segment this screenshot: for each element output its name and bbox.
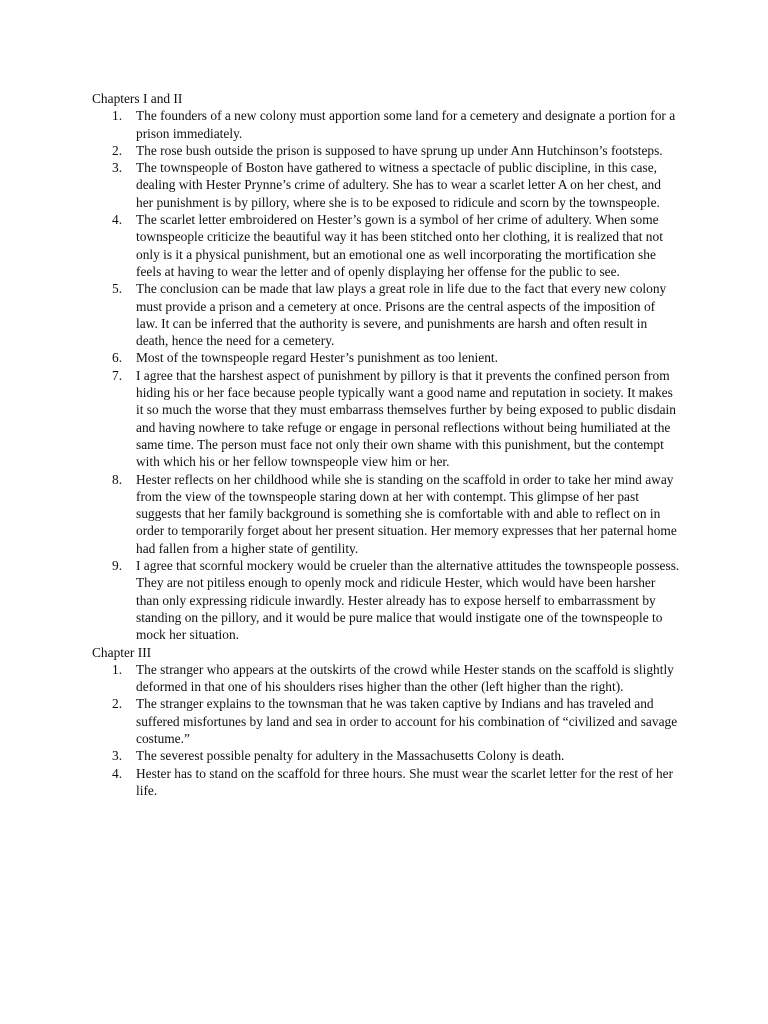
notes-list-chapters-1-2 [92,107,680,643]
item-text: I agree that the harshest aspect of punishment by pillory is that it prevents the confined person from hiding his or her face because people typically want a good name and reputation in society. It makes it so much the worse that they must embarrass themselves further by being exposed to public disdain and having nowhere to take refuge or engage in personal reflections without being humiliated at the same time. The person must face not only their own shame with this punishment, but the contempt with which his or her fellow townspeople view him or her. [136,367,676,470]
list-item [92,107,680,142]
item-number: 1. [112,661,123,677]
list-item [92,557,680,643]
document-page [92,90,680,799]
list-item [92,765,680,800]
item-text: The conclusion can be made that law plays a great role in life due to the fact that every new colony must provide a prison and a cemetery at once. Prisons are the central aspects of the imposition of law. It can be inferred that the authority is severe, and punishments are harsh and often result in death, hence the need for a cemetery. [136,281,667,349]
item-text: The founders of a new colony must apportion some land for a cemetery and designate a portion for a prison immediately. [136,108,676,141]
item-text: Most of the townspeople regard Hester’s punishment as too lenient. [136,350,498,366]
list-item [92,280,680,349]
item-number: 7. [112,367,123,383]
item-number: 9. [112,558,123,574]
item-text: The severest possible penalty for adultery in the Massachusetts Colony is death. [136,748,565,764]
item-text: The rose bush outside the prison is supposed to have sprung up under Ann Hutchinson’s footsteps. [136,142,663,158]
list-item [92,747,680,764]
item-text: The stranger explains to the townsman that he was taken captive by Indians and has traveled and suffered misfortunes by land and sea in order to account for his combination of “civilized and savage costume.” [136,696,678,746]
section-heading-chapters-1-2: Chapters I and II [92,91,183,106]
item-number: 4. [112,212,123,228]
list-item [92,661,680,696]
list-item [92,142,680,159]
list-item [92,211,680,280]
item-text: The stranger who appears at the outskirts of the crowd while Hester stands on the scaffold is slightly deformed in that one of his shoulders rises higher than the other (left higher than the right). [136,661,674,695]
item-number: 6. [112,350,123,366]
list-item [92,349,680,366]
list-item [92,367,680,471]
item-number: 2. [112,696,123,712]
list-item [92,159,680,211]
item-number: 8. [112,471,123,487]
notes-list-chapter-3 [92,661,680,799]
item-number: 2. [112,142,123,158]
item-text: Hester reflects on her childhood while she is standing on the scaffold in order to take her mind away from the view of the townspeople staring down at her with contempt. This glimpse of her past suggests that her family background is something she is comfortable with and able to reflect on in order to temporarily forget about her present situation. Her memory expresses that her paternal home had fallen from a higher state of gentility. [136,471,677,556]
item-number: 3. [112,748,123,764]
item-number: 5. [112,281,123,297]
item-number: 1. [112,108,123,124]
item-text: I agree that scornful mockery would be crueler than the alternative attitudes the townspeople possess. They are not pitiless enough to openly mock and ridicule Hester, which would have been harsher than only expressing ridicule inwardly. Hester already has to expose herself to embarrassment by standing on the pillory, and it would be pure malice that would instigate one of the townspeople to mock her situation. [136,558,680,643]
item-text: Hester has to stand on the scaffold for three hours. She must wear the scarlet letter for the rest of her life. [136,765,674,798]
section-heading-chapter-3: Chapter III [92,644,152,660]
item-text: The townspeople of Boston have gathered to witness a spectacle of public discipline, in this case, dealing with Hester Prynne’s crime of adultery. She has to wear a scarlet letter A on her chest, and her punishment is by pillory, where she is to be exposed to ridicule and scorn by the townspeople. [136,160,661,210]
item-number: 3. [112,160,123,176]
list-item [92,471,680,557]
list-item [92,695,680,747]
item-number: 4. [112,765,123,781]
item-text: The scarlet letter embroidered on Hester’s gown is a symbol of her crime of adultery. When some townspeople criticize the beautiful way it has been stitched onto her clothing, it is realized that not only is it a physical punishment, but an emotional one as well incorporating the mortification she feels at having to wear the letter and of openly displaying her offense for the public to see. [136,212,663,279]
